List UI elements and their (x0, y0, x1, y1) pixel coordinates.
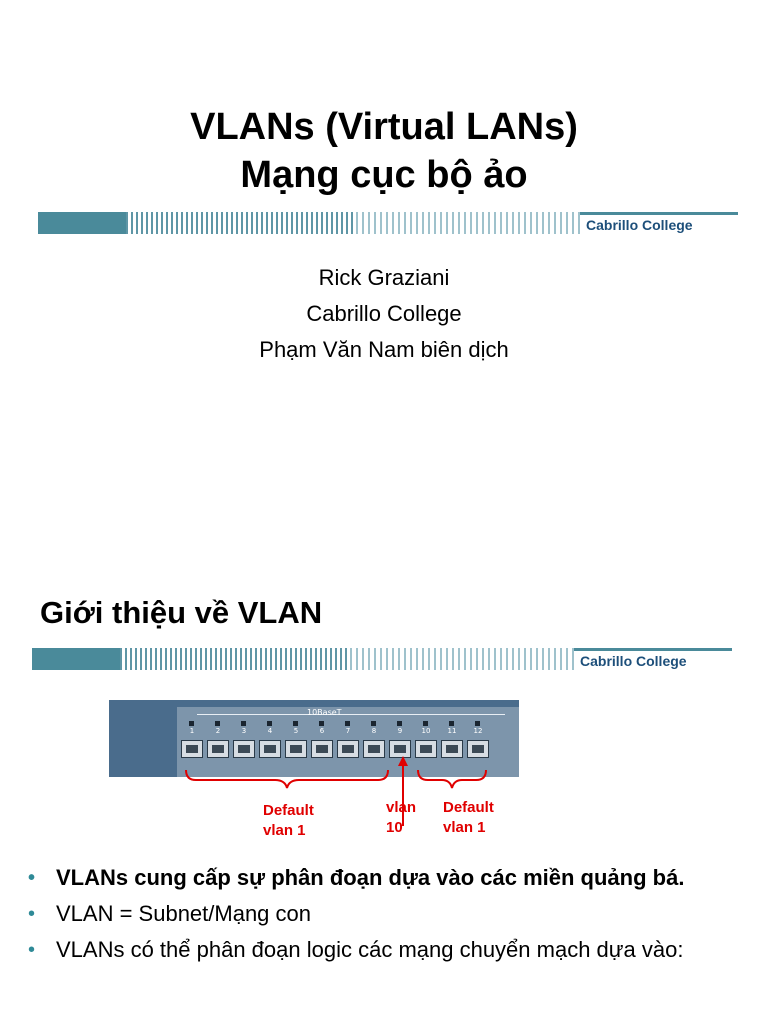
bullet-dot-icon: • (28, 903, 36, 925)
port-led-icon (397, 721, 402, 726)
vlan-braces (180, 768, 510, 792)
port-number: 1 (189, 727, 195, 735)
switch-label: 10BaseT (307, 708, 342, 717)
bullet-list (28, 863, 752, 971)
port-led-icon (215, 721, 220, 726)
brand-logo-text: Cabrillo College (580, 653, 687, 669)
slide-title: Giới thiệu về VLAN (40, 595, 323, 630)
author-block (0, 260, 768, 368)
brand-logo-text: Cabrillo College (586, 217, 693, 233)
ethernet-jack-icon (467, 740, 489, 758)
port-led-icon (475, 721, 480, 726)
ethernet-jack-icon (363, 740, 385, 758)
ethernet-jack-icon (311, 740, 333, 758)
title-line-1: VLANs (Virtual LANs) (190, 106, 578, 148)
title-line-2: Mạng cục bộ ảo (240, 154, 528, 196)
port-number: 6 (319, 727, 325, 735)
port-number: 8 (371, 727, 377, 735)
switch-diagram (109, 700, 519, 777)
port-led-icon (267, 721, 272, 726)
brace-right (418, 770, 486, 788)
port-led-icon (423, 721, 428, 726)
annotation-default-vlan-left: Default vlan 1 (263, 802, 314, 839)
bullet-dot-icon: • (28, 867, 36, 889)
slide-title (0, 103, 768, 199)
ethernet-jack-icon (441, 740, 463, 758)
port-led-icon (345, 721, 350, 726)
ethernet-jack-icon (259, 740, 281, 758)
annotation-default-vlan-right: Default vlan 1 (443, 799, 494, 836)
annotation-vlan-10: vlan 10 (386, 799, 417, 836)
switch-port-panel (177, 707, 519, 777)
port-number: 11 (447, 727, 457, 735)
port-led-icon (189, 721, 194, 726)
header-bar (32, 648, 732, 670)
ethernet-jack-icon (207, 740, 229, 758)
port-number: 5 (293, 727, 299, 735)
bullet-item: • VLAN = Subnet/Mạng con (28, 899, 752, 929)
author-affiliation: Cabrillo College (306, 301, 462, 326)
header-bar (38, 212, 738, 234)
ethernet-jack-icon (181, 740, 203, 758)
translator-credit: Phạm Văn Nam biên dịch (259, 337, 509, 362)
brace-left (186, 770, 388, 788)
port-led-icon (241, 721, 246, 726)
port-number: 4 (267, 727, 273, 735)
bullet-item: • VLANs có thể phân đoạn logic các mạng chuyển mạch dựa vào: (28, 935, 752, 965)
port-number: 9 (397, 727, 403, 735)
port-led-icon (449, 721, 454, 726)
port-number: 7 (345, 727, 351, 735)
port-led-icon (319, 721, 324, 726)
bullet-dot-icon: • (28, 939, 36, 961)
port-number: 12 (473, 727, 483, 735)
ethernet-jack-icon (233, 740, 255, 758)
port-number: 2 (215, 727, 221, 735)
vlan-intro-slide (0, 560, 768, 1024)
port-led-icon (371, 721, 376, 726)
port-led-icon (293, 721, 298, 726)
ethernet-jack-icon (415, 740, 437, 758)
port-number: 10 (421, 727, 431, 735)
ethernet-jack-icon (337, 740, 359, 758)
ethernet-jack-icon (285, 740, 307, 758)
author-name: Rick Graziani (318, 265, 450, 290)
bullet-item: • VLANs cung cấp sự phân đoạn dựa vào các miền quảng bá. (28, 863, 752, 893)
port-number: 3 (241, 727, 247, 735)
